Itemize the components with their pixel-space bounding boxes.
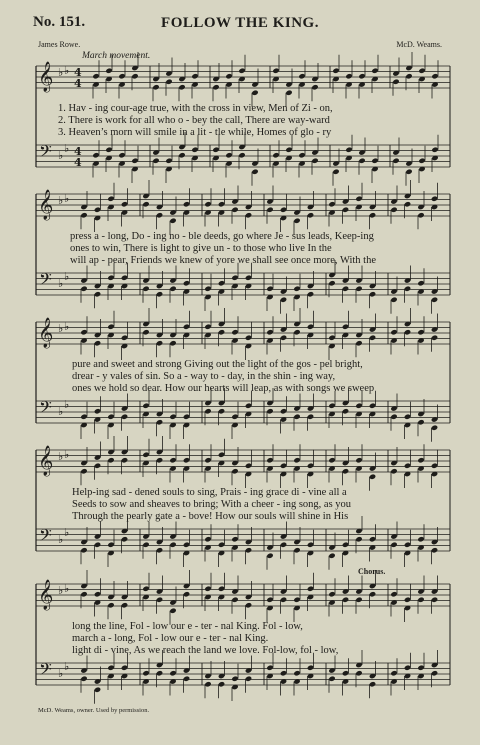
copyright-footer: McD. Weams, owner. Used by permission. — [38, 707, 150, 714]
note-head — [105, 147, 112, 153]
note-head — [156, 340, 163, 346]
note-head — [358, 73, 365, 79]
bass-clef: 𝄢 — [39, 269, 52, 293]
note-head — [280, 408, 287, 414]
note-head — [342, 468, 349, 474]
time-signature: 4 — [74, 145, 82, 158]
note-head — [390, 591, 397, 597]
treble-clef: 𝄞 — [38, 580, 54, 610]
note-head — [280, 297, 287, 303]
note-head — [417, 419, 424, 425]
lyric-line: Seeds to sow and sheaves to bring; With a cheer - ing song, as you — [72, 499, 352, 510]
note-head — [293, 218, 300, 224]
note-head — [266, 597, 273, 603]
flat-sign: ♭ — [64, 660, 70, 673]
note-head — [266, 553, 273, 559]
note-head — [80, 329, 87, 335]
note-head — [231, 329, 238, 335]
note-head — [298, 73, 305, 79]
note-head — [404, 597, 411, 603]
note-head — [342, 207, 349, 213]
note-head — [307, 414, 314, 420]
note-head — [142, 286, 149, 292]
note-head — [390, 207, 397, 213]
note-head — [94, 542, 101, 548]
note-head — [328, 457, 335, 463]
note-head — [121, 201, 128, 207]
note-head — [121, 414, 128, 420]
note-head — [280, 542, 287, 548]
note-head — [212, 84, 219, 90]
note-head — [156, 670, 163, 676]
note-head — [204, 324, 211, 330]
note-head — [369, 591, 376, 597]
note-head — [107, 602, 114, 608]
note-head — [94, 687, 101, 693]
note-head — [218, 452, 225, 458]
lyric-line: march a - long, Fol - low our e - ter - nal King. — [72, 633, 269, 644]
note-head — [355, 340, 362, 346]
note-head — [328, 280, 335, 286]
note-head — [405, 169, 412, 175]
note-head — [418, 158, 425, 164]
flat-sign: ♭ — [64, 582, 70, 595]
note-head — [231, 275, 238, 281]
note-head — [369, 335, 376, 341]
note-head — [183, 201, 190, 207]
note-head — [431, 147, 438, 153]
note-head — [280, 670, 287, 676]
note-head — [266, 207, 273, 213]
note-head — [280, 335, 287, 341]
note-head — [218, 201, 225, 207]
note-head — [218, 586, 225, 592]
note-head — [328, 335, 335, 341]
composer-credit: McD. Weams. — [396, 40, 442, 49]
treble-clef: 𝄞 — [38, 318, 54, 348]
flat-sign: ♭ — [64, 142, 70, 155]
note-head — [142, 670, 149, 676]
note-head — [280, 463, 287, 469]
note-head — [293, 547, 300, 553]
note-head — [80, 468, 87, 474]
note-head — [218, 408, 225, 414]
note-head — [404, 542, 411, 548]
tempo-marking: March movement. — [82, 51, 151, 61]
note-head — [431, 196, 438, 202]
note-head — [183, 591, 190, 597]
note-head — [307, 291, 314, 297]
note-head — [165, 158, 172, 164]
note-head — [280, 597, 287, 603]
note-head — [342, 542, 349, 548]
note-head — [107, 324, 114, 330]
note-head — [231, 414, 238, 420]
note-head — [142, 452, 149, 458]
note-head — [328, 591, 335, 597]
note-head — [225, 73, 232, 79]
note-head — [107, 457, 114, 463]
note-head — [369, 291, 376, 297]
note-head — [169, 286, 176, 292]
lyric-line: 2. There is work for all who o - bey the call, There are way-ward — [58, 115, 330, 126]
note-head — [107, 665, 114, 671]
note-head — [142, 586, 149, 592]
note-head — [417, 536, 424, 542]
note-head — [121, 536, 128, 542]
lyric-line: pure and sweet and strong Giving out the light of the gos - pel bright, — [72, 359, 363, 370]
note-head — [80, 676, 87, 682]
note-head — [94, 408, 101, 414]
note-head — [293, 457, 300, 463]
note-head — [183, 676, 190, 682]
note-head — [107, 196, 114, 202]
flat-sign: ♭ — [58, 450, 64, 463]
note-head — [293, 597, 300, 603]
note-head — [80, 547, 87, 553]
note-head — [169, 340, 176, 346]
flat-sign: ♭ — [58, 322, 64, 335]
note-head — [121, 457, 128, 463]
flat-sign: ♭ — [64, 398, 70, 411]
lyric-line: ones to win, There is light to give un - to those who live In the — [70, 243, 332, 254]
note-head — [328, 403, 335, 409]
note-head — [178, 84, 185, 90]
note-head — [245, 212, 252, 218]
treble-clef: 𝄞 — [38, 446, 54, 476]
note-head — [332, 169, 339, 175]
note-head — [431, 597, 438, 603]
note-head — [204, 586, 211, 592]
note-head — [307, 665, 314, 671]
bass-clef: 𝄢 — [39, 525, 52, 549]
note-head — [311, 158, 318, 164]
note-head — [404, 286, 411, 292]
note-head — [371, 158, 378, 164]
note-head — [142, 542, 149, 548]
note-head — [342, 324, 349, 330]
note-head — [107, 542, 114, 548]
note-head — [285, 90, 292, 96]
note-head — [417, 457, 424, 463]
note-head — [231, 676, 238, 682]
note-head — [355, 196, 362, 202]
note-head — [404, 414, 411, 420]
flat-sign: ♭ — [64, 64, 70, 77]
flat-sign: ♭ — [64, 270, 70, 283]
note-head — [392, 158, 399, 164]
note-head — [204, 286, 211, 292]
note-head — [183, 280, 190, 286]
note-head — [417, 280, 424, 286]
note-head — [307, 463, 314, 469]
note-head — [293, 670, 300, 676]
bass-clef: 𝄢 — [39, 141, 52, 165]
lyric-line: will ap - pear, Friends we knew of yore we shall see once more, With the — [70, 255, 376, 266]
note-head — [121, 275, 128, 281]
note-head — [183, 414, 190, 420]
note-head — [191, 147, 198, 153]
note-head — [355, 403, 362, 409]
note-head — [231, 536, 238, 542]
note-head — [431, 73, 438, 79]
note-head — [118, 152, 125, 158]
lyric-line: Through the pearly gate a - bove! How our souls will shine in His — [72, 511, 349, 522]
hymn-number: No. 151. — [33, 14, 86, 30]
note-head — [369, 212, 376, 218]
note-head — [121, 665, 128, 671]
note-head — [266, 329, 273, 335]
note-head — [156, 547, 163, 553]
note-head — [345, 147, 352, 153]
flat-sign: ♭ — [64, 320, 70, 333]
note-head — [169, 414, 176, 420]
lyric-line: light di - vine, As we reach the land we love. Fol-low, fol - low, — [72, 645, 339, 656]
chorus-label: Chorus. — [358, 567, 386, 576]
note-head — [431, 425, 438, 431]
note-head — [272, 68, 279, 74]
lyric-line: long the line, Fol - low our e - ter - nal King. Fol - low, — [72, 621, 303, 632]
note-head — [118, 73, 125, 79]
note-head — [266, 457, 273, 463]
note-head — [266, 286, 273, 292]
flat-sign: ♭ — [58, 667, 64, 680]
note-head — [204, 536, 211, 542]
note-head — [390, 414, 397, 420]
note-head — [355, 536, 362, 542]
note-head — [178, 152, 185, 158]
author-credit: James Rowe. — [38, 40, 81, 49]
note-head — [142, 403, 149, 409]
lyric-line: ones we hold so dear. How our hearts will leap, as with songs we sweep — [72, 383, 375, 394]
note-head — [183, 324, 190, 330]
note-head — [371, 68, 378, 74]
flat-sign: ♭ — [58, 277, 64, 290]
note-head — [107, 275, 114, 281]
note-head — [358, 158, 365, 164]
note-head — [307, 542, 314, 548]
note-head — [328, 553, 335, 559]
note-head — [251, 169, 258, 175]
note-head — [293, 414, 300, 420]
note-head — [204, 457, 211, 463]
note-head — [298, 152, 305, 158]
time-signature: 4 — [74, 66, 82, 79]
note-head — [280, 207, 287, 213]
lyric-line: 1. Hav - ing cour-age true, with the cross in view, Men of Zi - on, — [58, 103, 333, 114]
note-head — [285, 147, 292, 153]
note-head — [245, 676, 252, 682]
note-head — [142, 329, 149, 335]
note-head — [92, 73, 99, 79]
note-head — [418, 68, 425, 74]
note-head — [293, 329, 300, 335]
note-head — [266, 408, 273, 414]
note-head — [156, 419, 163, 425]
lyric-line: press a - long, Do - ing no - ble deeds, go where Je - sus leads, Keep-ing — [70, 231, 374, 242]
bass-clef: 𝄢 — [39, 397, 52, 421]
note-head — [390, 297, 397, 303]
note-head — [94, 291, 101, 297]
note-head — [272, 152, 279, 158]
note-head — [369, 681, 376, 687]
flat-sign: ♭ — [58, 405, 64, 418]
note-head — [204, 201, 211, 207]
note-head — [245, 463, 252, 469]
note-head — [225, 152, 232, 158]
note-head — [169, 457, 176, 463]
note-head — [390, 329, 397, 335]
lyric-line: Help-ing sad - dened souls to sing, Prais - ing grace di - vine all a — [72, 487, 347, 498]
note-head — [245, 403, 252, 409]
note-head — [169, 542, 176, 548]
note-head — [94, 591, 101, 597]
note-head — [218, 280, 225, 286]
note-head — [390, 542, 397, 548]
note-head — [392, 79, 399, 85]
note-head — [80, 414, 87, 420]
note-head — [156, 597, 163, 603]
note-head — [345, 73, 352, 79]
treble-clef: 𝄞 — [38, 190, 54, 220]
lyric-line: drear - y vales of sin. So a - way to - day, in the shin - ing way, — [72, 371, 336, 382]
note-head — [238, 152, 245, 158]
note-head — [266, 665, 273, 671]
note-head — [342, 408, 349, 414]
note-head — [92, 152, 99, 158]
note-head — [417, 665, 424, 671]
note-head — [417, 597, 424, 603]
note-head — [245, 602, 252, 608]
flat-sign: ♭ — [58, 149, 64, 162]
note-head — [80, 212, 87, 218]
note-head — [431, 463, 438, 469]
note-head — [369, 536, 376, 542]
note-head — [251, 90, 258, 96]
note-head — [142, 201, 149, 207]
note-head — [94, 340, 101, 346]
note-head — [404, 463, 411, 469]
note-head — [390, 468, 397, 474]
note-head — [328, 201, 335, 207]
note-head — [121, 602, 128, 608]
note-head — [238, 68, 245, 74]
time-signature: 4 — [74, 77, 82, 90]
note-head — [431, 670, 438, 676]
note-head — [355, 597, 362, 603]
note-head — [204, 408, 211, 414]
note-head — [183, 542, 190, 548]
note-head — [80, 591, 87, 597]
note-head — [152, 84, 159, 90]
note-head — [231, 597, 238, 603]
note-head — [355, 670, 362, 676]
flat-sign: ♭ — [64, 526, 70, 539]
note-head — [218, 329, 225, 335]
time-signature: 4 — [74, 156, 82, 169]
note-head — [342, 670, 349, 676]
note-head — [417, 212, 424, 218]
lyric-line: 3. Heaven’s morn will smile in a lit - tle while, Homes of glo - ry — [58, 127, 332, 138]
note-head — [431, 297, 438, 303]
flat-sign: ♭ — [58, 194, 64, 207]
note-head — [152, 158, 159, 164]
note-head — [183, 457, 190, 463]
note-head — [218, 542, 225, 548]
note-head — [328, 676, 335, 682]
note-head — [169, 608, 176, 614]
note-head — [404, 665, 411, 671]
note-head — [94, 207, 101, 213]
note-head — [121, 335, 128, 341]
note-head — [231, 468, 238, 474]
flat-sign: ♭ — [58, 66, 64, 79]
note-head — [369, 474, 376, 480]
note-head — [165, 79, 172, 85]
note-head — [94, 463, 101, 469]
note-head — [107, 414, 114, 420]
note-head — [431, 335, 438, 341]
note-head — [390, 670, 397, 676]
note-head — [212, 147, 219, 153]
note-head — [105, 68, 112, 74]
note-head — [156, 291, 163, 297]
flat-sign: ♭ — [58, 533, 64, 546]
flat-sign: ♭ — [64, 192, 70, 205]
note-head — [204, 681, 211, 687]
note-head — [307, 212, 314, 218]
flat-sign: ♭ — [64, 448, 70, 461]
note-head — [311, 84, 318, 90]
note-head — [369, 403, 376, 409]
treble-clef: 𝄞 — [38, 62, 54, 92]
note-head — [245, 275, 252, 281]
note-head — [156, 457, 163, 463]
note-head — [342, 597, 349, 603]
note-head — [156, 212, 163, 218]
note-head — [169, 218, 176, 224]
note-head — [307, 586, 314, 592]
note-head — [245, 547, 252, 553]
note-head — [405, 73, 412, 79]
hymn-title: FOLLOW THE KING. — [161, 15, 319, 31]
note-head — [245, 335, 252, 341]
note-head — [169, 670, 176, 676]
note-head — [332, 68, 339, 74]
note-head — [191, 73, 198, 79]
note-head — [131, 73, 138, 79]
note-head — [355, 457, 362, 463]
note-head — [404, 201, 411, 207]
note-head — [355, 286, 362, 292]
note-head — [404, 329, 411, 335]
note-head — [293, 286, 300, 292]
flat-sign: ♭ — [58, 584, 64, 597]
note-head — [231, 207, 238, 213]
bass-clef: 𝄢 — [39, 659, 52, 683]
note-head — [131, 158, 138, 164]
note-head — [342, 286, 349, 292]
note-head — [307, 324, 314, 330]
note-head — [80, 286, 87, 292]
note-head — [431, 547, 438, 553]
note-head — [417, 329, 424, 335]
note-head — [218, 681, 225, 687]
